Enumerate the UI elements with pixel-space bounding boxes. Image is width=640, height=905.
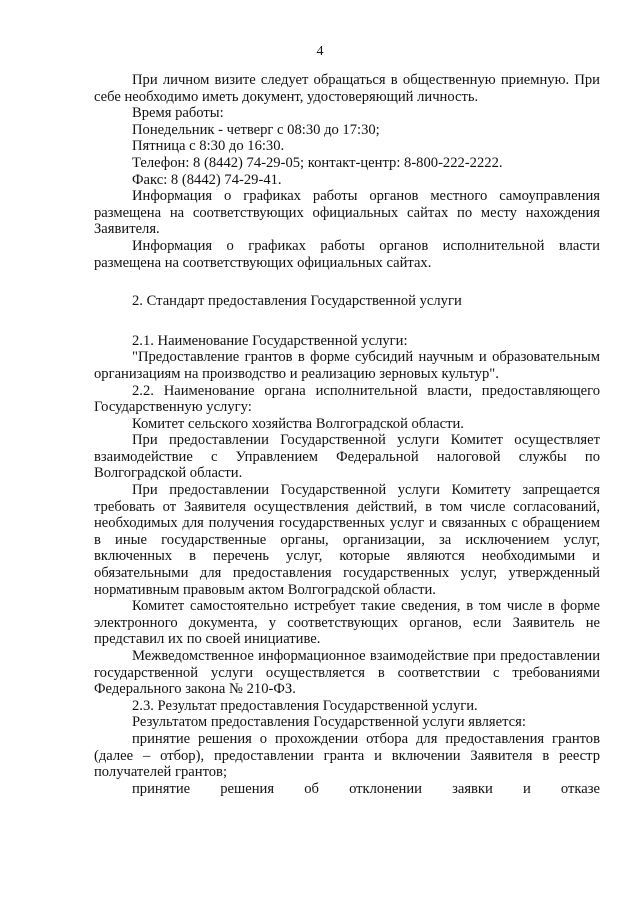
paragraph-prohibition: При предоставлении Государственной услуги Комитету запрещается требовать от Заявителя осуществления действий, в том числе согласований, необходимых для получения государственных услуг и связанных с обращением в иные государственные органы, организации, за исключением услуг, включенных в перечень услуг, которые являются необходимыми и обязательными для предоставления государственных услуг, утвержденный нормативным правовым актом Волгоградской области. [94,482,600,598]
paragraph-work-time-label: Время работы: [132,105,224,122]
paragraph-interagency: Межведомственное информационное взаимодействие при предоставлении государственной услуги осуществляется в соответствии с требованиями Федерального закона № 210-ФЗ. [94,648,600,698]
paragraph-2-3-heading: 2.3. Результат предоставления Государственной услуги. [132,697,478,714]
paragraph-2-1-heading: 2.1. Наименование Государственной услуги: [132,332,408,349]
paragraph-2-2-heading: 2.2. Наименование органа исполнительной власти, предоставляющего Государственную услугу: [94,382,600,416]
section-title: 2. Стандарт предоставления Государственной услуги [132,293,462,310]
paragraph-result-intro: Результатом предоставления Государственной услуги является: [132,714,526,731]
paragraph-executive-schedule-info: Информация о графиках работы органов исполнительной власти размещена на соответствующих официальных сайтах. [94,237,600,271]
paragraph-interaction-tax: При предоставлении Государственной услуги Комитет осуществляет взаимодействие с Управлением Федеральной налоговой службы по Волгоградской области. [94,432,600,482]
paragraph-service-name: "Предоставление грантов в форме субсидий научным и образовательным организациям на производство и реализацию зерновых культур". [94,349,600,382]
paragraph-result-approval: принятие решения о прохождении отбора для предоставления грантов (далее – отбор), предоставлении гранта и включении Заявителя в реестр получателей грантов; [94,730,600,781]
paragraph-committee-name: Комитет сельского хозяйства Волгоградской области. [132,415,464,432]
paragraph-visit: При личном визите следует обращаться в общественную приемную. При себе необходимо иметь документ, удостоверяющий личность. [94,72,600,105]
paragraph-friday-hours: Пятница с 8:30 до 16:30. [132,138,285,155]
paragraph-self-request: Комитет самостоятельно истребует такие сведения, в том числе в форме электронного документа, у соответствующих органов, если Заявитель не представил их по своей инициативе. [94,598,600,648]
paragraph-phone: Телефон: 8 (8442) 74-29-05; контакт-центр: 8-800-222-2222. [132,154,503,171]
paragraph-result-rejection: принятие решения об отклонении заявки и отказе [132,780,600,797]
paragraph-mon-thu-hours: Понедельник - четверг с 08:30 до 17:30; [132,121,380,138]
document-body [94,72,600,797]
page-number: 4 [316,44,324,59]
paragraph-local-schedule-info: Информация о графиках работы органов местного самоуправления размещена на соответствующих официальных сайтах по месту нахождения Заявителя. [94,188,600,238]
paragraph-fax: Факс: 8 (8442) 74-29-41. [132,171,282,188]
